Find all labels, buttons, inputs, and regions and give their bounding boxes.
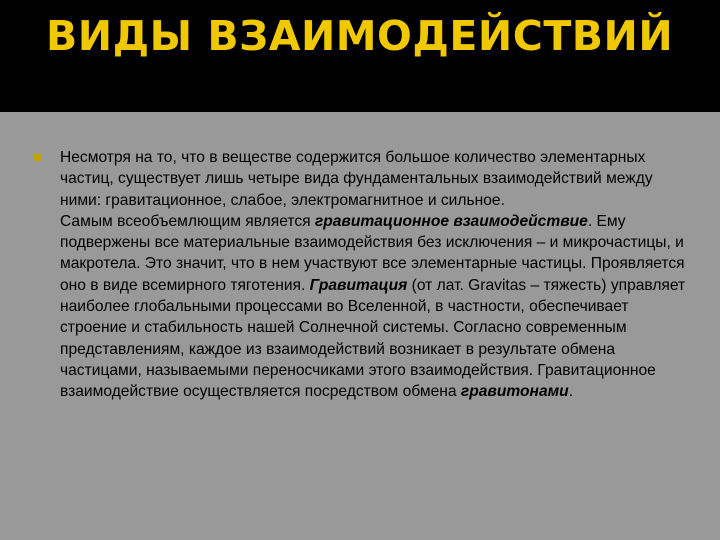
body-paragraph	[60, 147, 686, 403]
emphasis-gravitational-interaction: гравитационное взаимодействие	[314, 212, 588, 230]
body-text-part: Самым всеобъемлющим является	[60, 212, 315, 230]
emphasis-gravitation: Гравитация	[309, 276, 408, 294]
slide-content	[0, 112, 720, 540]
slide-title: ВИДЫ ВЗАИМОДЕЙСТВИЙ	[46, 12, 674, 60]
body-text-intro: Несмотря на то, что в веществе содержится большое количество элементарных частиц, существует лишь четыре вида фундаментальных взаимодействий между ними: гравитационное, слабое, электромагнитное и сильное.	[60, 149, 653, 209]
body-text-part: (от лат. Gravitas – тяжесть) управляет наиболее глобальными процессами во Вселенной, в частности, обеспечивает строение и стабильность нашей Солнечной системы. Согласно современным представлениям, каждое из взаимодействий возникает в результате обмена частицами, называемыми переносчиками этого взаимодействия. Гравитационное взаимодействие осуществляется посредством обмена	[60, 276, 686, 401]
emphasis-gravitons: гравитонами	[460, 383, 569, 401]
square-bullet-icon	[34, 154, 41, 161]
body-text-part: . Ему подвержены все материальные взаимодействия без исключения – и микрочастицы, и макротела. Это значит, что в нем участвуют все элементарные частицы. Проявляется оно в виде всемирного тяготения.	[60, 212, 685, 294]
body-text-end: .	[568, 383, 574, 401]
title-bar	[0, 0, 720, 112]
